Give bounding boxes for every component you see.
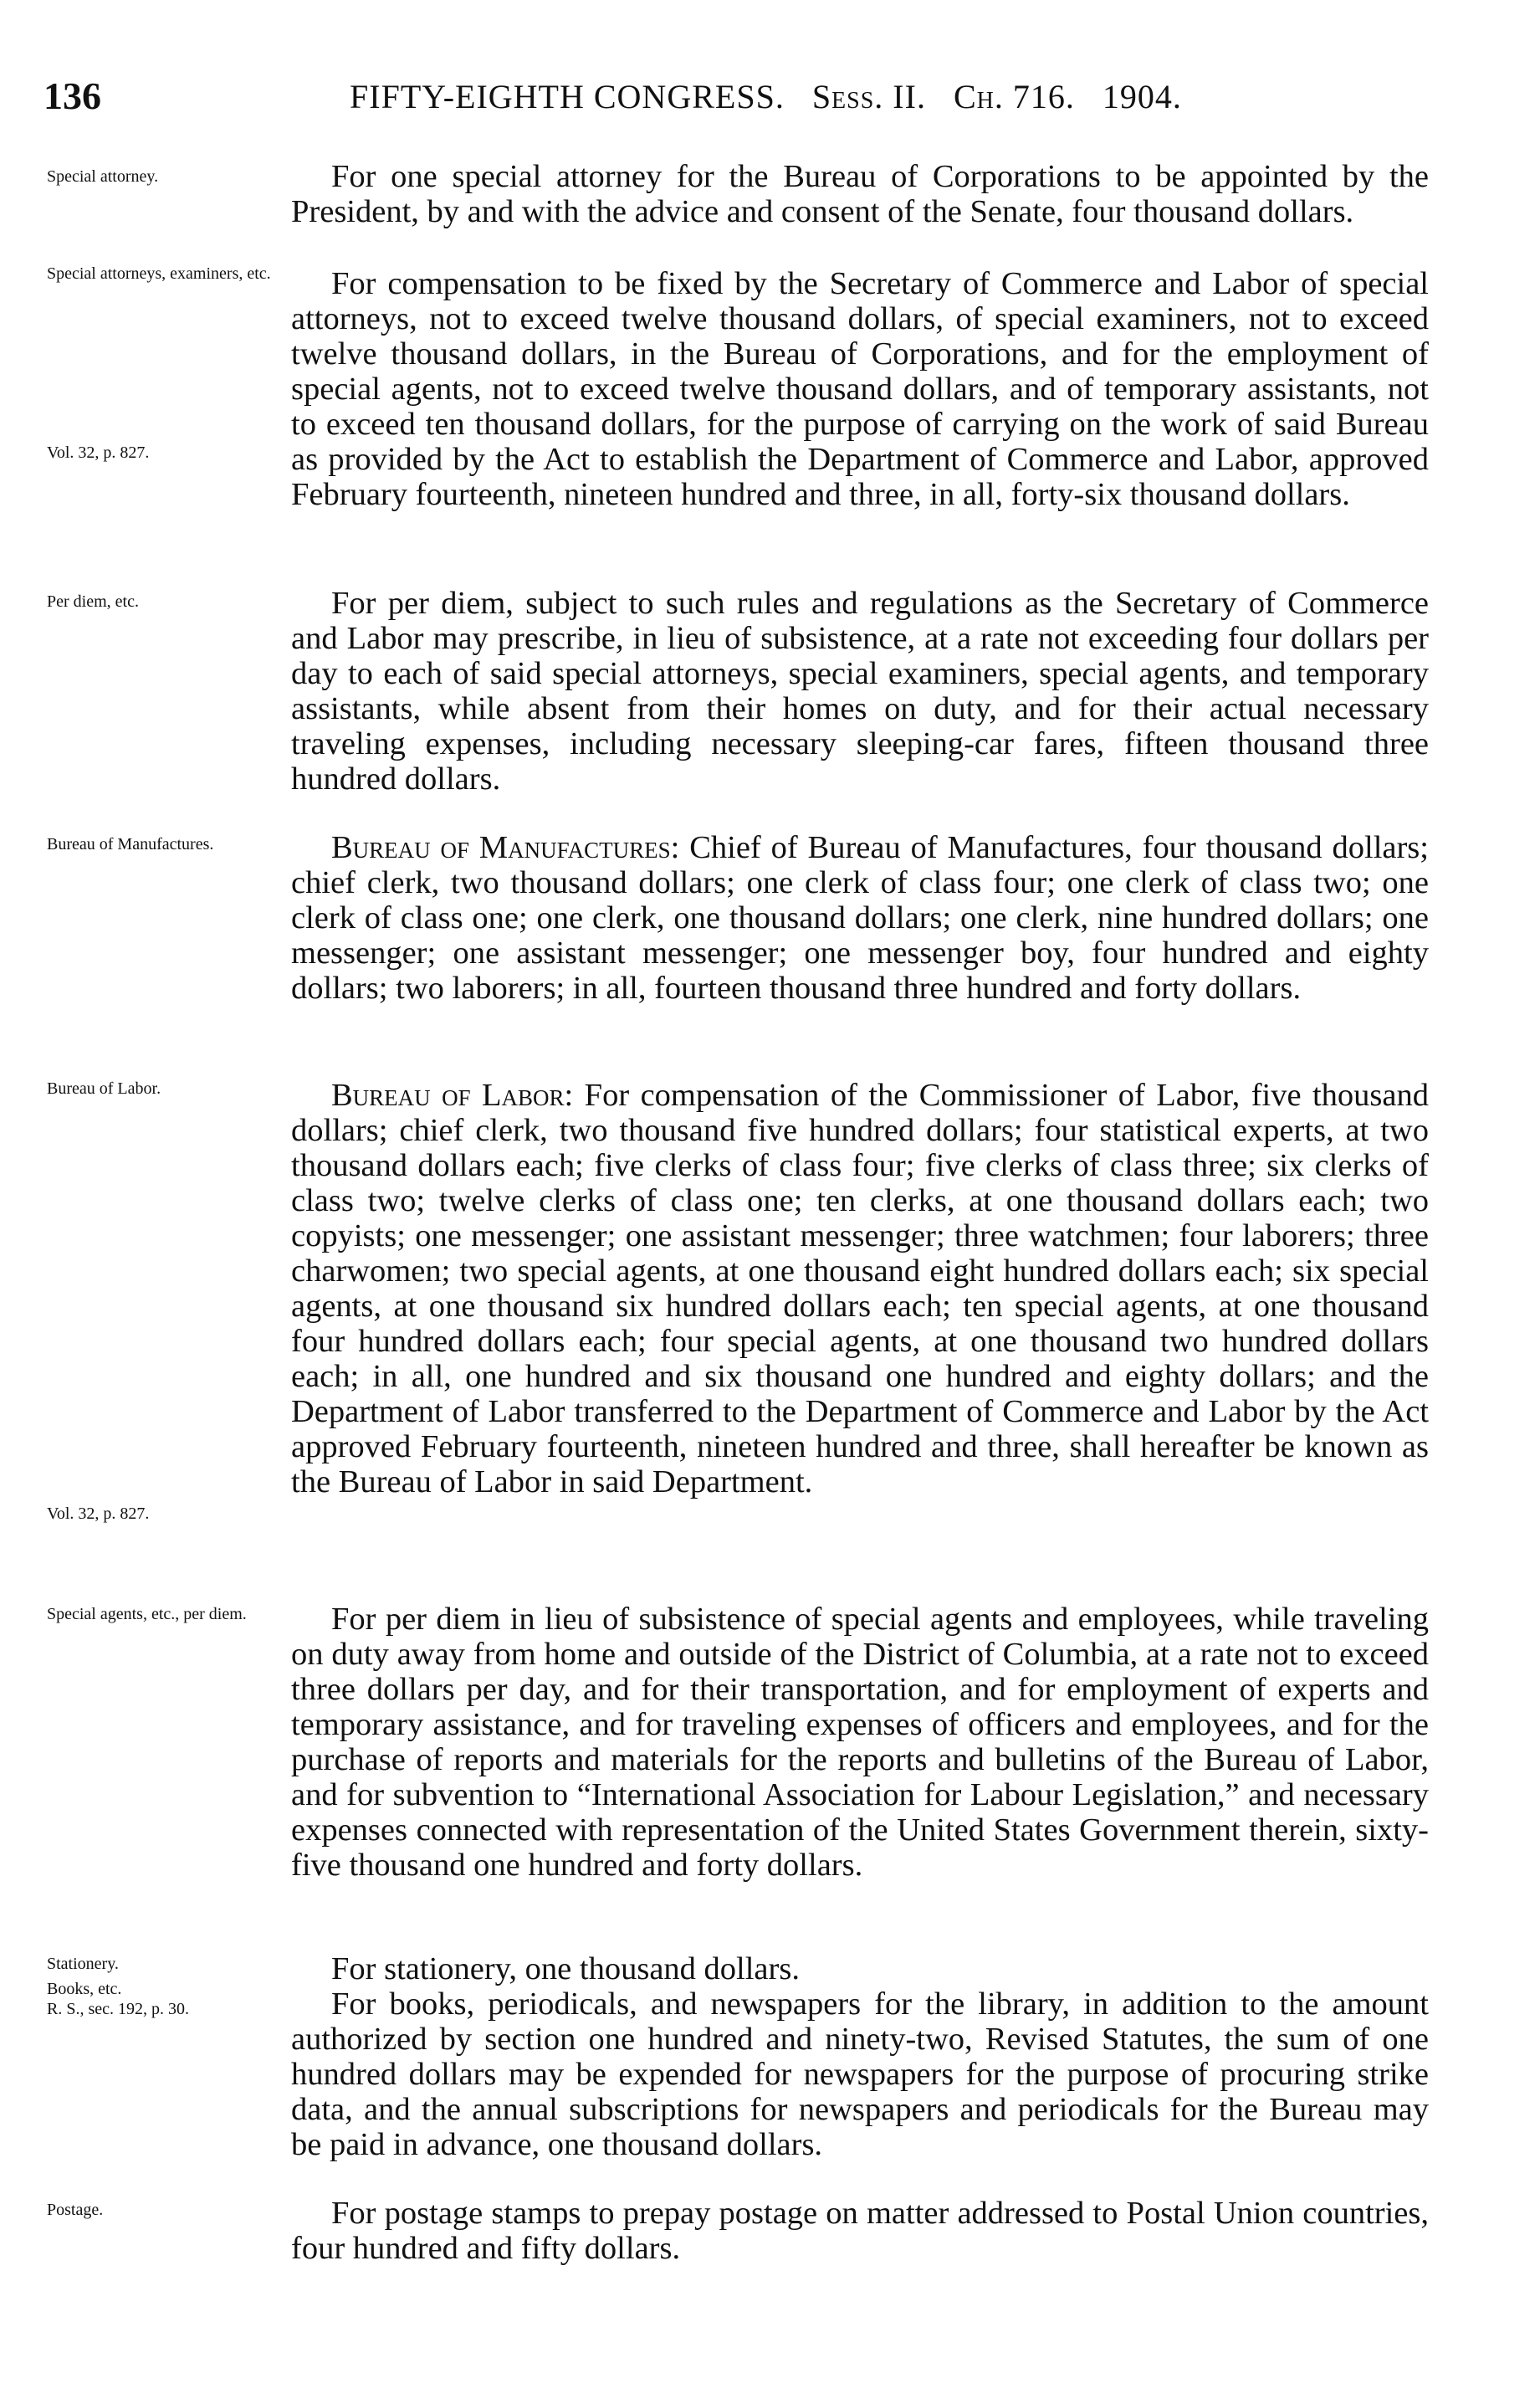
section-heading: Bureau of Manufactures: bbox=[331, 830, 680, 865]
paragraph-per-diem: For per diem, subject to such rules and regulations as the Secretary of Commerce and Labor may prescribe, in lieu of subsistence, at a rate not exceeding four dollars per day to each of said special attorneys, special examiners, special agents, and temporary assistants, while absent from their homes on duty, and for their actual necessary traveling expenses, including necessary sleeping-car fares, fifteen thousand three hundred dollars. bbox=[291, 586, 1429, 797]
session-label: Sess. II. bbox=[811, 78, 926, 115]
margin-note: Books, etc. bbox=[47, 1980, 122, 1998]
margin-note: Bureau of Manufactures. bbox=[47, 835, 214, 853]
paragraph-bureau-of-manufactures bbox=[291, 830, 1429, 1006]
chapter-label: Ch. 716. bbox=[953, 78, 1075, 115]
margin-note: Stationery. bbox=[47, 1955, 119, 1973]
paragraph-text: For compensation of the Commissioner of Labor, five thousand dollars; chief clerk, two thousand five hundred dollars; four statistical experts, at two thousand dollars each; five clerks of class four; five clerks of class three; six clerks of class two; twelve clerks of class one; ten clerks, at one thousand dollars each; two copyists; one messenger; one assistant messenger; three watchmen; four laborers; three charwomen; two special agents, at one thousand eight hundred dollars each; six special agents, at one thousand six hundred dollars each; ten special agents, at one thousand four hundred dollars each; four special agents, at one thousand two hundred dollars each; in all, one hundred and six thousand one hundred and eighty dollars; and the Department of Labor transferred to the Department of Commerce and Labor by the Act approved February fourteenth, nineteen hundred and three, shall hereafter be known as the Bureau of Labor in said Department. bbox=[291, 1078, 1430, 1499]
margin-note: R. S., sec. 192, p. 30. bbox=[47, 2000, 189, 2018]
margin-note: Bureau of Labor. bbox=[47, 1079, 161, 1098]
paragraph-postage: For postage stamps to prepay postage on matter addressed to Postal Union countries, four hundred and fifty dollars. bbox=[291, 2196, 1429, 2266]
paragraph-text: Chief of Bureau of Manufactures, four thousand dollars; chief clerk, two thousand dollars; one clerk of class four; one clerk of class two; one clerk of class one; one clerk, one thousand dollars; one clerk, nine hundred dollars; one messenger; one assistant messenger; one messenger boy, four hundred and eighty dollars; two laborers; in all, fourteen thousand three hundred and forty dollars. bbox=[291, 830, 1429, 1006]
margin-note: Special attorney. bbox=[47, 167, 159, 186]
year-label: 1904. bbox=[1102, 78, 1182, 115]
congress-title: FIFTY-EIGHTH CONGRESS. bbox=[350, 78, 785, 115]
paragraph-special-agents-per-diem: For per diem in lieu of subsistence of special agents and employees, while traveling on duty away from home and outside of the District of Columbia, at a rate not to exceed three dollars per day, and for their transportation, and for employment of experts and temporary assistance, and for traveling expenses of officers and employees, and for the purchase of reports and materials for the reports and bulletins of the Bureau of Labor, and for subvention to “International Association for Labour Legislation,” and necessary expenses connected with representation of the United States Government therein, sixty-five thousand one hundred and forty dollars. bbox=[291, 1602, 1429, 1883]
margin-note: Per diem, etc. bbox=[47, 592, 139, 611]
section-heading: Bureau of Labor: bbox=[331, 1078, 574, 1113]
running-header bbox=[0, 74, 1540, 124]
margin-note: Vol. 32, p. 827. bbox=[47, 443, 150, 462]
margin-note: Special agents, etc., per diem. bbox=[47, 1605, 247, 1623]
paragraph-special-attorney: For one special attorney for the Bureau of Corporations to be appointed by the President, by and with the advice and consent of the Senate, four thousand dollars. bbox=[291, 159, 1429, 229]
paragraph-stationery: For stationery, one thousand dollars. bbox=[331, 1951, 800, 1986]
running-head-title bbox=[350, 77, 1182, 116]
page-number: 136 bbox=[43, 74, 101, 117]
margin-note: Special attorneys, examiners, etc. bbox=[47, 264, 271, 283]
margin-note: Vol. 32, p. 827. bbox=[47, 1504, 150, 1523]
paragraph-special-attorneys: For compensation to be fixed by the Secretary of Commerce and Labor of special attorneys, not to exceed twelve thousand dollars, of special examiners, not to exceed twelve thousand dollars, in the Bureau of Corporations, and for the employment of special agents, not to exceed twelve thousand dollars, and of temporary assistants, not to exceed ten thousand dollars, for the purpose of carrying on the work of said Bureau as provided by the Act to establish the Department of Commerce and Labor, approved February fourteenth, nineteen hundred and three, in all, forty-six thousand dollars. bbox=[291, 266, 1429, 512]
margin-note: Postage. bbox=[47, 2201, 104, 2219]
paragraph-bureau-of-labor bbox=[291, 1078, 1429, 1499]
paragraph-books: For books, periodicals, and newspapers for the library, in addition to the amount authorized by section one hundred and ninety-two, Revised Statutes, the sum of one hundred dollars may be expended for newspapers for the purpose of procuring strike data, and the annual subscriptions for newspapers and periodicals for the Bureau may be paid in advance, one thousand dollars. bbox=[291, 1986, 1429, 2162]
